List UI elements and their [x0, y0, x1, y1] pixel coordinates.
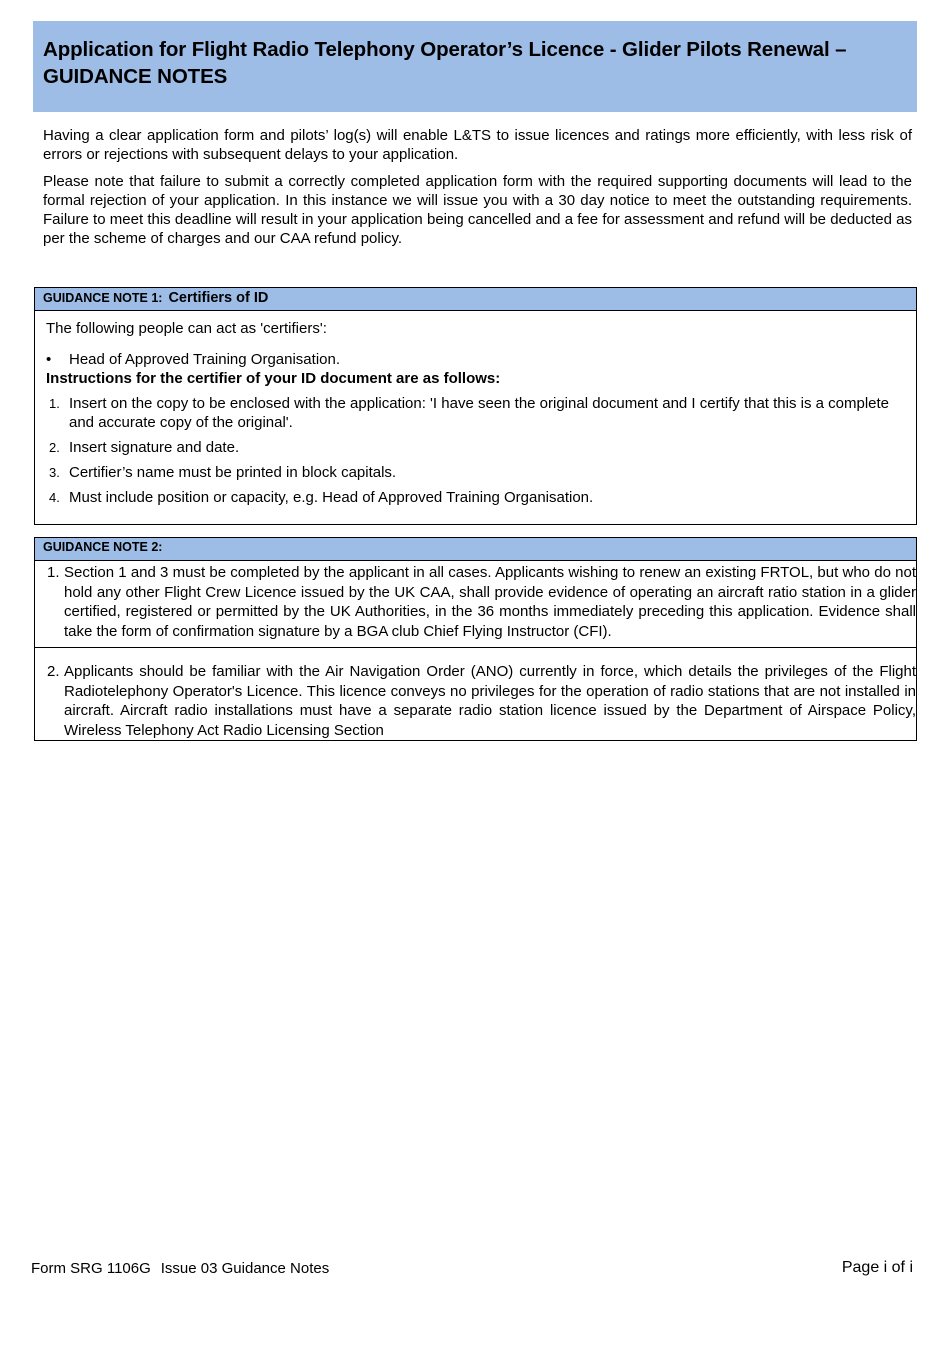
- bullet-text: Head of Approved Training Organisation.: [69, 351, 341, 368]
- guidance-note-1-label: GUIDANCE NOTE 1:: [43, 291, 163, 305]
- item-number: 2.: [47, 663, 60, 680]
- list-item: [46, 394, 908, 432]
- list-item: [46, 463, 908, 482]
- item-text: Insert on the copy to be enclosed with the application: 'I have seen the original document and I certify that this is a complete and accurate copy of the original'.: [69, 395, 890, 431]
- item-number: 1.: [47, 564, 60, 581]
- footer-form-info: [31, 1260, 339, 1277]
- intro-section: [43, 126, 912, 256]
- item-number: 4.: [49, 490, 60, 505]
- instructions-heading: Instructions for the certifier of your ID document are as follows:: [46, 370, 501, 387]
- guidance-note-2: [34, 537, 917, 741]
- guidance-note-1-header: [35, 288, 916, 311]
- item-number: 3.: [49, 465, 60, 480]
- intro-paragraph: Please note that failure to submit a correctly completed application form with the required supporting documents will lead to the formal rejection of your application. In this instance we will issue you with a 30 day notice to meet the outstanding requirements. Failure to meet this deadline will result in your application being cancelled and a fee for assessment and refund will be deducted as per the scheme of charges and our CAA refund policy.: [43, 173, 912, 247]
- footer-page-number: Page i of i: [841, 1259, 913, 1276]
- item-number: 1.: [49, 396, 60, 411]
- list-item: [35, 561, 916, 648]
- guidance-note-1-title: Certifiers of ID: [168, 290, 269, 306]
- guidance-note-2-label: GUIDANCE NOTE 2:: [43, 540, 163, 554]
- item-text: Certifier’s name must be printed in block capitals.: [69, 464, 397, 481]
- page-title: Application for Flight Radio Telephony Operator’s Licence - Glider Pilots Renewal – GUIDANCE NOTES: [43, 38, 847, 88]
- guidance-note-1: [34, 287, 917, 525]
- footer-issue: Issue 03 Guidance Notes: [160, 1260, 330, 1277]
- list-item: [46, 438, 908, 457]
- item-text: Section 1 and 3 must be completed by the applicant in all cases. Applicants wishing to renew an existing FRTOL, but who do not hold any other Flight Crew Licence issued by the UK CAA, shall provide evidence of operating an aircraft ratio station in a glider certified, registered or permitted by the UK Authorities, in the 36 months immediately preceding this application. Evidence shall take the form of confirmation signature by a BGA club Chief Flying Instructor (CFI).: [64, 564, 916, 640]
- item-number: 2.: [49, 440, 60, 455]
- list-item: [46, 488, 908, 507]
- item-text: Must include position or capacity, e.g. Head of Approved Training Organisation.: [69, 489, 594, 506]
- bullet-icon: •: [46, 351, 52, 368]
- list-item: [46, 350, 908, 369]
- certifiers-intro: The following people can act as 'certifiers':: [46, 320, 327, 337]
- guidance-note-1-body: [35, 311, 916, 507]
- header-banner: [33, 21, 917, 112]
- list-item: [35, 648, 916, 740]
- guidance-note-2-header: [35, 538, 916, 561]
- intro-paragraph: Having a clear application form and pilots’ log(s) will enable L&TS to issue licences and ratings more efficiently, with less risk of errors or rejections with subsequent delays to your application.: [43, 127, 912, 163]
- item-text: Applicants should be familiar with the Air Navigation Order (ANO) currently in force, which details the privileges of the Flight Radiotelephony Operator's Licence. This licence conveys no privileges for the operation of radio stations that are not installed in aircraft. Aircraft radio installations must have a separate radio station licence issued by the Department of Airspace Policy, Wireless Telephony Act Radio Licensing Section: [64, 663, 916, 739]
- item-text: Insert signature and date.: [69, 439, 240, 456]
- footer-form-number: Form SRG 1106G: [31, 1260, 151, 1277]
